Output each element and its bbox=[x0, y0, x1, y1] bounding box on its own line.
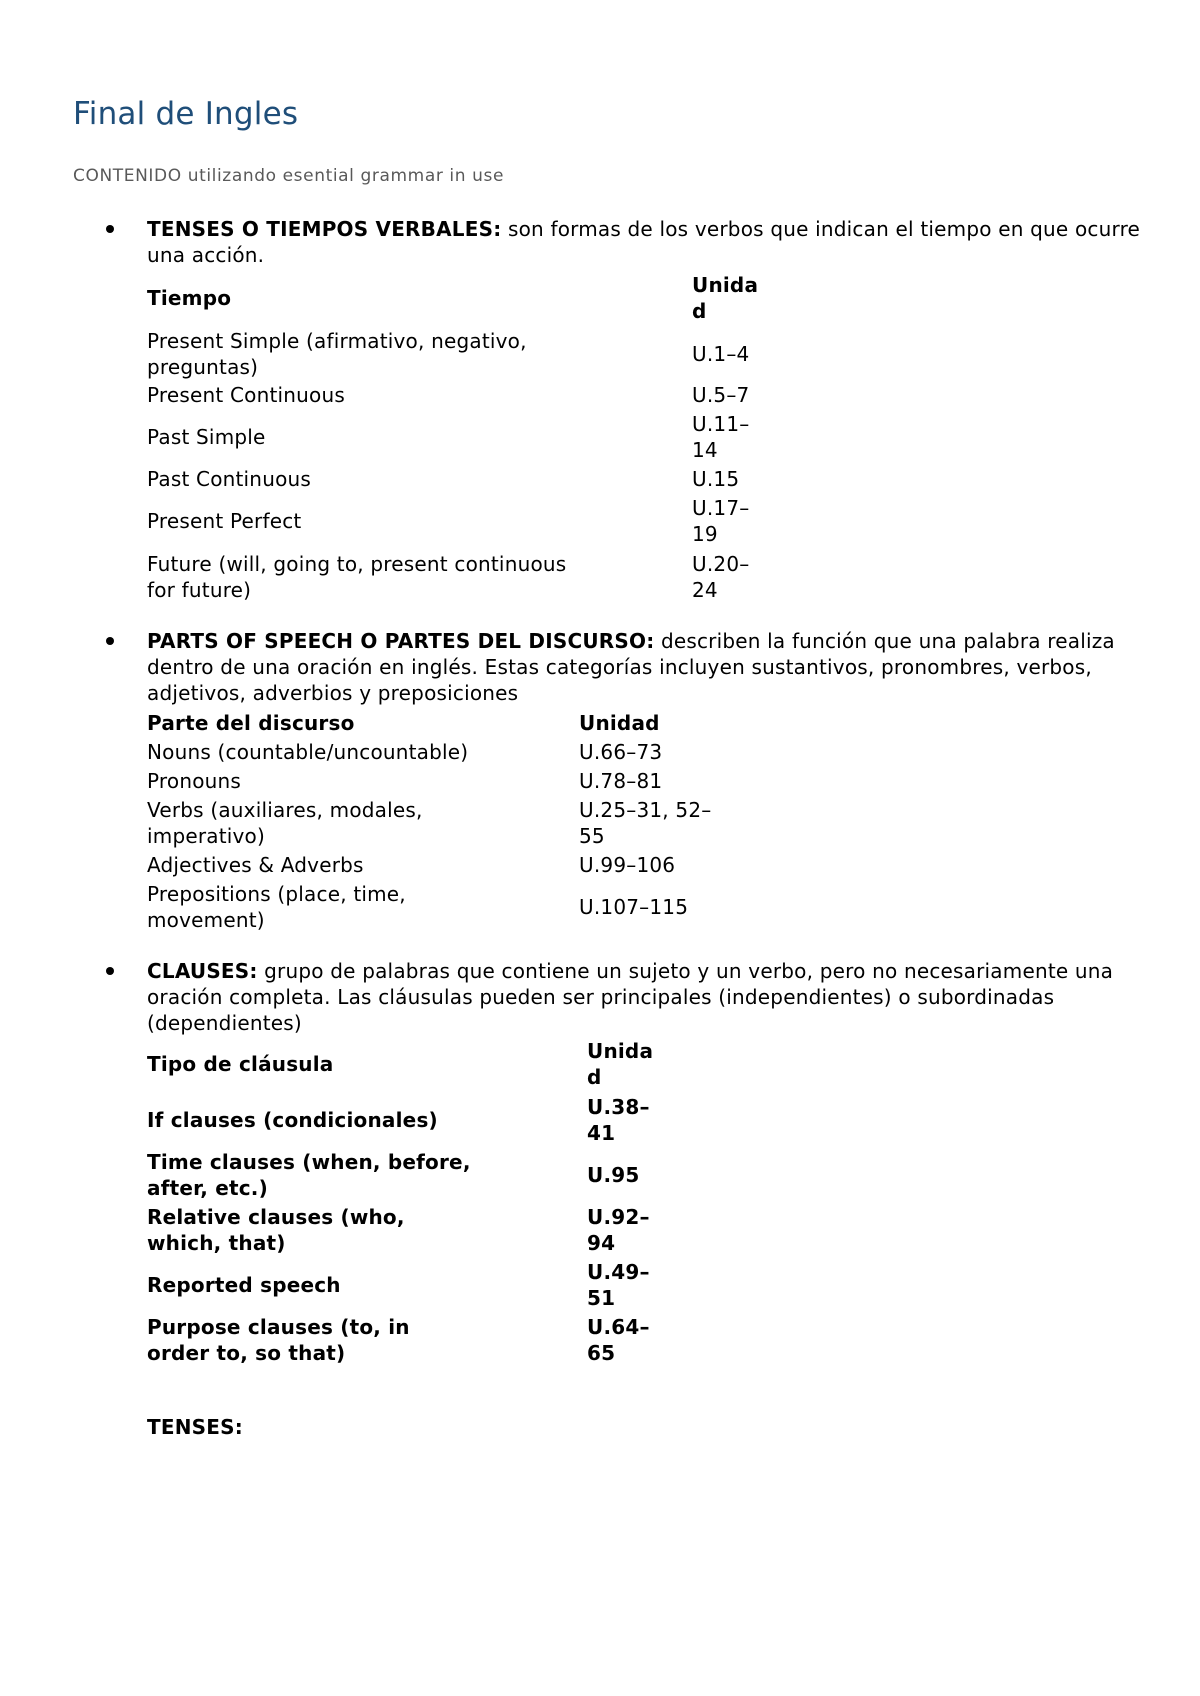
page-title: Final de Ingles bbox=[73, 96, 299, 132]
table-cell: U.95 bbox=[587, 1162, 640, 1187]
table-cell: Time clauses (when, before, after, etc.) bbox=[147, 1149, 471, 1200]
section-description-clauses: grupo de palabras que contiene un sujeto y un verbo, pero no necesariamente una oración completa. Las cláusulas pueden ser principales (independientes) o subordinadas (dependientes) bbox=[147, 959, 1114, 1035]
table-cell: Nouns (countable/uncountable) bbox=[147, 739, 469, 764]
section-intro-clauses: CLAUSES: grupo de palabras que contiene un sujeto y un verbo, pero no necesariamente una oración completa. Las cláusulas pueden ser principales (independientes) o subordinadas (dependientes) bbox=[147, 959, 1114, 1035]
table-row bbox=[147, 549, 782, 605]
section-description-tenses: son formas de los verbos que indican el tiempo en que ocurre una acción. bbox=[147, 217, 1141, 267]
column-header: Tipo de cláusula bbox=[147, 1052, 334, 1076]
table-cell: Verbs (auxiliares, modales, imperativo) bbox=[147, 797, 423, 848]
table-cell: U.20– 24 bbox=[692, 552, 750, 602]
column-header: Tiempo bbox=[147, 286, 232, 310]
table-row bbox=[147, 1147, 677, 1202]
table-cell: U.11– 14 bbox=[692, 412, 750, 462]
table-cell: Present Simple (afirmativo, negativo, preguntas) bbox=[147, 328, 527, 379]
table-cell: Reported speech bbox=[147, 1272, 341, 1297]
table-cell: U.25–31, 52– 55 bbox=[579, 797, 712, 848]
table-cell: U.1–4 bbox=[692, 341, 750, 366]
table-row bbox=[147, 1092, 677, 1147]
table-row bbox=[147, 1202, 677, 1257]
column-header: Unida d bbox=[587, 1039, 654, 1089]
table-header-row bbox=[147, 1036, 677, 1092]
closing-label: TENSES: bbox=[147, 1415, 243, 1439]
table-cell: Adjectives & Adverbs bbox=[147, 852, 364, 877]
parts-of-speech-table bbox=[147, 708, 739, 934]
table-cell: Prepositions (place, time, movement) bbox=[147, 881, 406, 932]
table-cell: Future (will, going to, present continuous for future) bbox=[147, 552, 567, 602]
table-cell: If clauses (condicionales) bbox=[147, 1107, 438, 1132]
table-header-row bbox=[147, 708, 739, 737]
table-row bbox=[147, 326, 782, 381]
column-header: Unida d bbox=[692, 273, 759, 323]
table-row bbox=[147, 795, 739, 850]
table-cell: U.49– 51 bbox=[587, 1259, 650, 1310]
table-row bbox=[147, 766, 739, 795]
section-heading-parts-of-speech: PARTS OF SPEECH O PARTES DEL DISCURSO bbox=[147, 629, 647, 653]
table-header-row bbox=[147, 270, 782, 326]
table-cell: Pronouns bbox=[147, 768, 242, 793]
table-cell: U.78–81 bbox=[579, 768, 663, 793]
table-cell: Purpose clauses (to, in order to, so that) bbox=[147, 1314, 410, 1365]
table-row bbox=[147, 1257, 677, 1312]
table-row bbox=[147, 737, 739, 766]
table-row bbox=[147, 879, 739, 934]
column-header: Parte del discurso bbox=[147, 710, 355, 735]
table-cell: U.17– 19 bbox=[692, 496, 750, 546]
page-subtitle: CONTENIDO utilizando esential grammar in use bbox=[73, 166, 505, 186]
table-cell: Present Perfect bbox=[147, 509, 302, 533]
table-cell: U.92– 94 bbox=[587, 1204, 650, 1255]
section-intro-parts-of-speech: PARTS OF SPEECH O PARTES DEL DISCURSO: describen la función que una palabra realiza dentro de una oración en inglés. Estas categorías incluyen sustantivos, pronombres, verbos, adjetivos, adverbios y preposiciones bbox=[147, 629, 1115, 705]
table-cell: Relative clauses (who, which, that) bbox=[147, 1204, 405, 1255]
tenses-table bbox=[147, 270, 782, 605]
table-cell: U.66–73 bbox=[579, 739, 663, 764]
table-cell: Past Continuous bbox=[147, 467, 311, 491]
table-row bbox=[147, 850, 739, 879]
section-heading-clauses: CLAUSES bbox=[147, 959, 250, 983]
table-cell: U.15 bbox=[692, 467, 740, 491]
bullet-icon bbox=[106, 637, 114, 645]
table-cell: Past Simple bbox=[147, 425, 266, 449]
section-intro-tenses: TENSES O TIEMPOS VERBALES: son formas de los verbos que indican el tiempo en que ocurre una acción. bbox=[147, 217, 1141, 267]
section-description-parts-of-speech: describen la función que una palabra realiza dentro de una oración en inglés. Estas categorías incluyen sustantivos, pronombres, verbos, adjetivos, adverbios y preposiciones bbox=[147, 629, 1115, 705]
bullet-icon bbox=[106, 967, 114, 975]
column-header: Unidad bbox=[579, 710, 660, 735]
table-cell: U.38– 41 bbox=[587, 1094, 650, 1145]
table-row bbox=[147, 381, 782, 409]
table-row bbox=[147, 1312, 677, 1367]
table-cell: U.64– 65 bbox=[587, 1314, 650, 1365]
table-row bbox=[147, 465, 782, 493]
table-cell: U.107–115 bbox=[579, 894, 689, 919]
table-cell: U.5–7 bbox=[692, 383, 750, 407]
section-heading-tenses: TENSES O TIEMPOS VERBALES bbox=[147, 217, 494, 241]
table-cell: U.99–106 bbox=[579, 852, 676, 877]
table-cell: Present Continuous bbox=[147, 383, 345, 407]
table-row bbox=[147, 409, 782, 465]
bullet-icon bbox=[106, 225, 114, 233]
clauses-table bbox=[147, 1036, 677, 1367]
table-row bbox=[147, 493, 782, 549]
